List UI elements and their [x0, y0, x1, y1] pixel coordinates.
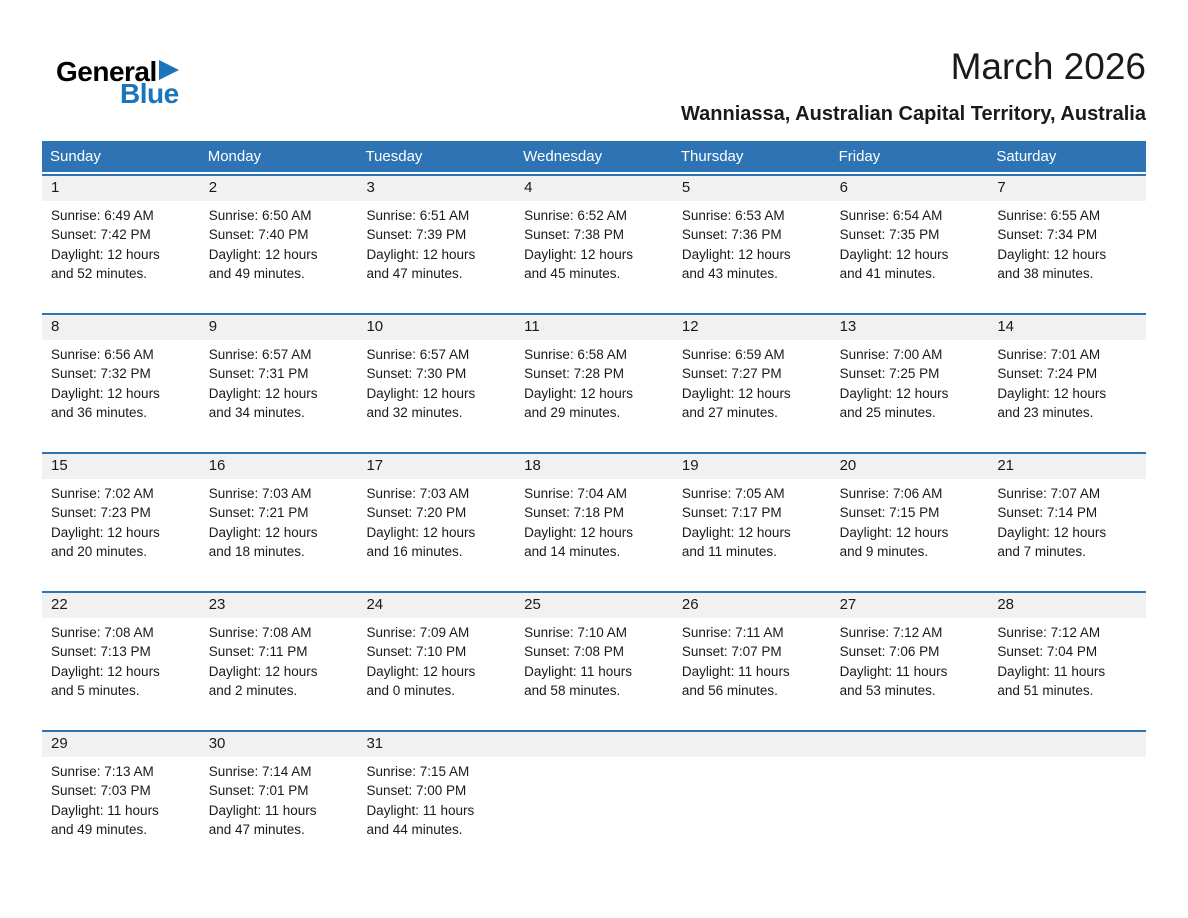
daylight-minutes-text: and 52 minutes.: [51, 266, 148, 282]
daylight-minutes-text: and 32 minutes.: [366, 405, 463, 421]
logo-word-blue: Blue: [120, 78, 179, 109]
daylight-minutes-text: and 51 minutes.: [997, 683, 1094, 699]
daylight-minutes-text: and 36 minutes.: [51, 405, 148, 421]
sunrise-text: Sunrise: 7:00 AM: [839, 346, 943, 362]
sunset-text: Sunset: 7:17 PM: [681, 505, 782, 521]
daylight-minutes-text: and 49 minutes.: [208, 266, 305, 282]
daylight-hours-text: Daylight: 12 hours: [524, 246, 633, 262]
sunset-text: Sunset: 7:27 PM: [681, 366, 782, 382]
sunset-text: Sunset: 7:14 PM: [997, 505, 1098, 521]
daylight-hours-text: Daylight: 12 hours: [681, 385, 791, 401]
sunrise-text: Sunrise: 7:08 AM: [208, 624, 312, 640]
weekday-header-row: [42, 141, 1146, 172]
sunrise-text: Sunrise: 7:12 AM: [997, 624, 1101, 640]
sunset-text: Sunset: 7:07 PM: [681, 644, 782, 660]
daylight-hours-text: Daylight: 11 hours: [997, 663, 1106, 679]
day-number: [988, 732, 1146, 757]
day-number: 20: [831, 454, 989, 479]
day-cell: [515, 454, 673, 562]
day-cell: [42, 732, 200, 840]
day-cell: [673, 315, 831, 423]
daylight-hours-text: Daylight: 12 hours: [208, 385, 318, 401]
sunrise-text: Sunrise: 6:53 AM: [681, 207, 785, 223]
daylight-hours-text: Daylight: 12 hours: [839, 385, 949, 401]
day-number: 23: [200, 593, 358, 618]
sunrise-text: Sunrise: 6:54 AM: [839, 207, 943, 223]
day-number: 13: [831, 315, 989, 340]
daylight-hours-text: Daylight: 12 hours: [51, 385, 160, 401]
calendar: [42, 141, 1146, 863]
day-number: 2: [200, 176, 358, 201]
day-number: 7: [988, 176, 1146, 201]
sunset-text: Sunset: 7:06 PM: [839, 644, 940, 660]
day-cell: [831, 454, 989, 562]
day-number: 25: [515, 593, 673, 618]
sunset-text: Sunset: 7:13 PM: [51, 644, 151, 660]
week-row: [42, 313, 1146, 446]
sunset-text: Sunset: 7:03 PM: [51, 783, 151, 799]
day-number: [515, 732, 673, 757]
daylight-minutes-text: and 49 minutes.: [51, 822, 148, 838]
day-cell: [515, 176, 673, 284]
sunset-text: Sunset: 7:10 PM: [366, 644, 467, 660]
day-cell: [831, 315, 989, 423]
day-cell: [673, 176, 831, 284]
week-row: [42, 452, 1146, 585]
week-row: [42, 591, 1146, 724]
sunset-text: Sunset: 7:18 PM: [524, 505, 624, 521]
daylight-minutes-text: and 45 minutes.: [524, 266, 621, 282]
daylight-hours-text: Daylight: 12 hours: [208, 246, 318, 262]
day-number: 30: [200, 732, 358, 757]
sunset-text: Sunset: 7:32 PM: [51, 366, 151, 382]
general-blue-logo: [42, 46, 179, 110]
daylight-hours-text: Daylight: 12 hours: [366, 663, 476, 679]
sunrise-text: Sunrise: 7:12 AM: [839, 624, 943, 640]
daylight-minutes-text: and 29 minutes.: [524, 405, 621, 421]
weekday-friday: Friday: [838, 147, 881, 165]
sunrise-text: Sunrise: 6:51 AM: [366, 207, 470, 223]
day-cell: [42, 454, 200, 562]
day-number: 17: [357, 454, 515, 479]
logo-flag-icon: [159, 60, 179, 80]
day-number: 8: [42, 315, 200, 340]
day-cell: [200, 593, 358, 701]
day-cell: [42, 176, 200, 284]
daylight-minutes-text: and 27 minutes.: [681, 405, 778, 421]
daylight-minutes-text: and 2 minutes.: [208, 683, 298, 699]
empty-day-cell: [673, 732, 831, 840]
daylight-hours-text: Daylight: 11 hours: [524, 663, 632, 679]
sunset-text: Sunset: 7:01 PM: [208, 783, 309, 799]
day-number: 21: [988, 454, 1146, 479]
daylight-hours-text: Daylight: 12 hours: [839, 246, 949, 262]
daylight-hours-text: Daylight: 11 hours: [208, 802, 317, 818]
daylight-minutes-text: and 5 minutes.: [51, 683, 140, 699]
day-number: 9: [200, 315, 358, 340]
daylight-hours-text: Daylight: 12 hours: [681, 246, 791, 262]
sunrise-text: Sunrise: 7:02 AM: [51, 485, 154, 501]
daylight-minutes-text: and 23 minutes.: [997, 405, 1094, 421]
daylight-hours-text: Daylight: 12 hours: [997, 385, 1107, 401]
sunset-text: Sunset: 7:40 PM: [208, 227, 309, 243]
sunrise-text: Sunrise: 7:09 AM: [366, 624, 470, 640]
daylight-minutes-text: and 53 minutes.: [839, 683, 936, 699]
day-cell: [357, 315, 515, 423]
day-number: 12: [673, 315, 831, 340]
sunset-text: Sunset: 7:28 PM: [524, 366, 624, 382]
sunrise-text: Sunrise: 6:55 AM: [997, 207, 1101, 223]
sunrise-text: Sunrise: 6:59 AM: [681, 346, 785, 362]
daylight-minutes-text: and 58 minutes.: [524, 683, 621, 699]
day-number: 1: [42, 176, 200, 201]
day-number: 11: [515, 315, 673, 340]
daylight-minutes-text: and 18 minutes.: [208, 544, 305, 560]
daylight-hours-text: Daylight: 12 hours: [51, 246, 160, 262]
daylight-hours-text: Daylight: 12 hours: [997, 524, 1107, 540]
day-number: 16: [200, 454, 358, 479]
sunset-text: Sunset: 7:24 PM: [997, 366, 1098, 382]
sunrise-text: Sunrise: 6:57 AM: [366, 346, 470, 362]
day-number: 4: [515, 176, 673, 201]
page-subtitle: Wanniassa, Australian Capital Territory, Australia: [681, 102, 1146, 125]
sunset-text: Sunset: 7:25 PM: [839, 366, 940, 382]
day-cell: [673, 454, 831, 562]
daylight-minutes-text: and 7 minutes.: [997, 544, 1086, 560]
page-title: March 2026: [950, 46, 1146, 87]
weekday-thursday: Thursday: [680, 147, 744, 165]
day-number: 10: [357, 315, 515, 340]
daylight-minutes-text: and 34 minutes.: [208, 405, 305, 421]
sunrise-text: Sunrise: 7:14 AM: [208, 763, 312, 779]
daylight-minutes-text: and 25 minutes.: [839, 405, 936, 421]
daylight-hours-text: Daylight: 12 hours: [839, 524, 949, 540]
day-cell: [200, 732, 358, 840]
sunrise-text: Sunrise: 7:06 AM: [839, 485, 943, 501]
daylight-minutes-text: and 11 minutes.: [681, 544, 777, 560]
sunset-text: Sunset: 7:23 PM: [51, 505, 151, 521]
sunrise-text: Sunrise: 7:03 AM: [366, 485, 470, 501]
day-cell: [673, 593, 831, 701]
sunset-text: Sunset: 7:00 PM: [366, 783, 467, 799]
daylight-minutes-text: and 41 minutes.: [839, 266, 936, 282]
sunset-text: Sunset: 7:31 PM: [208, 366, 309, 382]
day-cell: [200, 315, 358, 423]
sunrise-text: Sunrise: 7:04 AM: [524, 485, 627, 501]
daylight-minutes-text: and 14 minutes.: [524, 544, 621, 560]
daylight-minutes-text: and 38 minutes.: [997, 266, 1094, 282]
day-number: 28: [988, 593, 1146, 618]
day-cell: [357, 732, 515, 840]
day-cell: [515, 593, 673, 701]
daylight-minutes-text: and 16 minutes.: [366, 544, 463, 560]
sunset-text: Sunset: 7:36 PM: [681, 227, 782, 243]
weekday-saturday: Saturday: [996, 147, 1057, 165]
sunset-text: Sunset: 7:15 PM: [839, 505, 940, 521]
sunset-text: Sunset: 7:30 PM: [366, 366, 467, 382]
day-cell: [357, 454, 515, 562]
week-row: [42, 730, 1146, 863]
daylight-hours-text: Daylight: 12 hours: [524, 385, 633, 401]
weekday-tuesday: Tuesday: [365, 147, 423, 165]
sunrise-text: Sunrise: 6:52 AM: [524, 207, 627, 223]
day-cell: [357, 176, 515, 284]
sunrise-text: Sunrise: 7:03 AM: [208, 485, 312, 501]
daylight-minutes-text: and 0 minutes.: [366, 683, 455, 699]
sunrise-text: Sunrise: 7:11 AM: [681, 624, 784, 640]
day-cell: [831, 593, 989, 701]
sunrise-text: Sunrise: 6:50 AM: [208, 207, 312, 223]
day-number: 27: [831, 593, 989, 618]
day-cell: [831, 176, 989, 284]
daylight-hours-text: Daylight: 11 hours: [839, 663, 948, 679]
day-number: 6: [831, 176, 989, 201]
day-number: 3: [357, 176, 515, 201]
day-cell: [988, 315, 1146, 423]
sunset-text: Sunset: 7:42 PM: [51, 227, 151, 243]
day-number: [673, 732, 831, 757]
weekday-monday: Monday: [207, 147, 262, 165]
day-number: 24: [357, 593, 515, 618]
daylight-hours-text: Daylight: 12 hours: [51, 663, 160, 679]
sunrise-text: Sunrise: 7:13 AM: [51, 763, 154, 779]
sunset-text: Sunset: 7:04 PM: [997, 644, 1098, 660]
week-row: [42, 174, 1146, 307]
weekday-sunday: Sunday: [50, 147, 101, 165]
daylight-minutes-text: and 56 minutes.: [681, 683, 778, 699]
sunset-text: Sunset: 7:08 PM: [524, 644, 624, 660]
sunset-text: Sunset: 7:20 PM: [366, 505, 467, 521]
sunset-text: Sunset: 7:11 PM: [208, 644, 308, 660]
daylight-hours-text: Daylight: 12 hours: [51, 524, 160, 540]
day-number: [831, 732, 989, 757]
daylight-minutes-text: and 47 minutes.: [366, 266, 463, 282]
daylight-hours-text: Daylight: 12 hours: [366, 246, 476, 262]
day-cell: [200, 176, 358, 284]
day-number: 19: [673, 454, 831, 479]
logo-word-general: General: [56, 56, 157, 87]
day-cell: [42, 315, 200, 423]
day-cell: [357, 593, 515, 701]
empty-day-cell: [831, 732, 989, 840]
sunrise-text: Sunrise: 6:56 AM: [51, 346, 154, 362]
day-number: 31: [357, 732, 515, 757]
daylight-hours-text: Daylight: 12 hours: [366, 385, 476, 401]
sunset-text: Sunset: 7:38 PM: [524, 227, 624, 243]
daylight-minutes-text: and 44 minutes.: [366, 822, 463, 838]
sunrise-text: Sunrise: 7:01 AM: [997, 346, 1101, 362]
sunset-text: Sunset: 7:34 PM: [997, 227, 1098, 243]
daylight-hours-text: Daylight: 12 hours: [366, 524, 476, 540]
day-number: 14: [988, 315, 1146, 340]
page-header: [42, 0, 1146, 126]
daylight-hours-text: Daylight: 12 hours: [997, 246, 1107, 262]
sunrise-text: Sunrise: 6:57 AM: [208, 346, 312, 362]
day-cell: [515, 315, 673, 423]
calendar-grid: [42, 174, 1146, 863]
sunrise-text: Sunrise: 7:10 AM: [524, 624, 627, 640]
day-number: 18: [515, 454, 673, 479]
daylight-minutes-text: and 47 minutes.: [208, 822, 305, 838]
day-cell: [988, 176, 1146, 284]
sunrise-text: Sunrise: 6:58 AM: [524, 346, 627, 362]
day-cell: [200, 454, 358, 562]
daylight-hours-text: Daylight: 11 hours: [366, 802, 475, 818]
daylight-hours-text: Daylight: 12 hours: [208, 524, 318, 540]
day-number: 26: [673, 593, 831, 618]
empty-day-cell: [988, 732, 1146, 840]
sunrise-text: Sunrise: 7:05 AM: [681, 485, 785, 501]
sunrise-text: Sunrise: 7:07 AM: [997, 485, 1101, 501]
day-cell: [988, 593, 1146, 701]
daylight-hours-text: Daylight: 11 hours: [681, 663, 790, 679]
empty-day-cell: [515, 732, 673, 840]
sunrise-text: Sunrise: 6:49 AM: [51, 207, 154, 223]
sunset-text: Sunset: 7:39 PM: [366, 227, 467, 243]
daylight-minutes-text: and 9 minutes.: [839, 544, 929, 560]
sunset-text: Sunset: 7:21 PM: [208, 505, 309, 521]
sunrise-text: Sunrise: 7:15 AM: [366, 763, 470, 779]
daylight-hours-text: Daylight: 12 hours: [208, 663, 318, 679]
daylight-hours-text: Daylight: 12 hours: [524, 524, 633, 540]
day-cell: [42, 593, 200, 701]
weekday-wednesday: Wednesday: [523, 147, 603, 165]
daylight-minutes-text: and 43 minutes.: [681, 266, 778, 282]
day-number: 15: [42, 454, 200, 479]
daylight-minutes-text: and 20 minutes.: [51, 544, 148, 560]
sunset-text: Sunset: 7:35 PM: [839, 227, 940, 243]
sunrise-text: Sunrise: 7:08 AM: [51, 624, 154, 640]
daylight-hours-text: Daylight: 12 hours: [681, 524, 791, 540]
day-number: 29: [42, 732, 200, 757]
title-block: [681, 46, 1146, 126]
day-number: 5: [673, 176, 831, 201]
day-cell: [988, 454, 1146, 562]
day-number: 22: [42, 593, 200, 618]
daylight-hours-text: Daylight: 11 hours: [51, 802, 159, 818]
